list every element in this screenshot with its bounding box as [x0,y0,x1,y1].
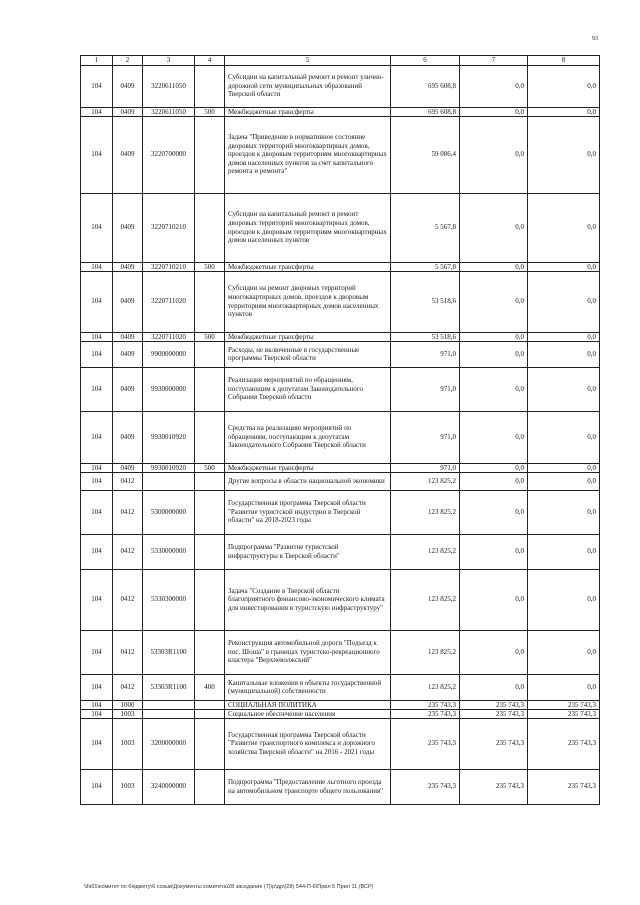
cell-col-8: 0,0 [528,341,600,367]
cell-col-4 [195,367,225,411]
cell-col-1: 104 [81,674,113,700]
cell-col-3: 3220700000 [143,116,195,193]
cell-col-5: СОЦИАЛЬНАЯ ПОЛИТИКА [225,700,391,709]
cell-col-2: 0412 [113,472,143,490]
cell-col-7: 0,0 [460,534,528,569]
cell-col-3 [143,709,195,718]
cell-col-4 [195,700,225,709]
cell-col-8: 235 743,3 [528,769,600,804]
header-cell: 8 [528,56,600,66]
cell-col-6: 53 518,6 [391,271,460,332]
cell-col-6: 971,0 [391,463,460,472]
table-row [81,341,600,367]
cell-col-7: 0,0 [460,262,528,271]
cell-col-7: 0,0 [460,463,528,472]
cell-col-7: 235 743,3 [460,709,528,718]
cell-col-6: 971,0 [391,367,460,411]
cell-col-6: 971,0 [391,411,460,463]
cell-col-4 [195,341,225,367]
cell-col-4 [195,271,225,332]
cell-col-4 [195,116,225,193]
table-row [81,116,600,193]
cell-col-3 [143,700,195,709]
table-body [81,65,600,804]
cell-col-6: 59 086,4 [391,116,460,193]
cell-col-3: 9900000000 [143,341,195,367]
budget-table [80,55,600,805]
cell-col-2: 0412 [113,490,143,534]
cell-col-1: 104 [81,107,113,116]
cell-col-5: Реконструкция автомобильной дороги "Подъезд к пос. Шоша" в границах туристско-рекреационного кластера "Верхневолжский" [225,630,391,674]
cell-col-8: 0,0 [528,569,600,630]
cell-col-3: 5330300000 [143,569,195,630]
cell-col-6: 123 825,2 [391,674,460,700]
cell-col-8: 0,0 [528,193,600,262]
cell-col-6: 971,0 [391,341,460,367]
cell-col-5: Межбюджетные трансферты [225,262,391,271]
cell-col-7: 0,0 [460,674,528,700]
cell-col-5: Реализация мероприятий по обращениям, поступающим к депутатам Законодательного Собрания Тверской области [225,367,391,411]
cell-col-4: 500 [195,107,225,116]
cell-col-5: Подпрограмма "Развитие туристской инфраструктуры в Тверской области" [225,534,391,569]
cell-col-6: 695 608,8 [391,65,460,107]
cell-col-4: 400 [195,674,225,700]
cell-col-6: 123 825,2 [391,490,460,534]
footer-file-path: \\fs01\комитет по бюджету\6 созыв\Документы комитета\28 заседание (7)\р\др\(28) 544-П-6\Прил 5 Прил 11 (ВСР) [84,884,374,890]
cell-col-3: 3200000000 [143,718,195,769]
cell-col-4 [195,709,225,718]
cell-col-2: 0409 [113,463,143,472]
cell-col-7: 0,0 [460,341,528,367]
cell-col-4 [195,193,225,262]
table-row [81,411,600,463]
cell-col-8: 0,0 [528,472,600,490]
table-row [81,718,600,769]
cell-col-8: 0,0 [528,674,600,700]
cell-col-6: 123 825,2 [391,630,460,674]
table-row [81,674,600,700]
cell-col-2: 1003 [113,769,143,804]
cell-col-3: 5330000000 [143,534,195,569]
cell-col-5: Расходы, не включенные в государственные программы Тверской области [225,341,391,367]
cell-col-1: 104 [81,65,113,107]
cell-col-5: Государственная программа Тверской области "Развитие туристской индустрии в Тверской области" на 2018-2023 годы [225,490,391,534]
header-cell: 2 [113,56,143,66]
cell-col-3: 3220710210 [143,262,195,271]
header-cell: 5 [225,56,391,66]
cell-col-8: 235 743,3 [528,700,600,709]
budget-table-container [80,55,599,805]
cell-col-3: 3220711020 [143,332,195,341]
cell-col-1: 104 [81,341,113,367]
cell-col-6: 123 825,2 [391,472,460,490]
cell-col-4 [195,569,225,630]
cell-col-6: 235 743,3 [391,769,460,804]
cell-col-2: 1003 [113,718,143,769]
cell-col-1: 104 [81,367,113,411]
cell-col-5: Подпрограмма "Предоставление льготного проезда на автомобильном транспорте общего пользования" [225,769,391,804]
table-row [81,107,600,116]
cell-col-8: 0,0 [528,411,600,463]
cell-col-1: 104 [81,709,113,718]
cell-col-8: 0,0 [528,65,600,107]
cell-col-8: 0,0 [528,271,600,332]
cell-col-8: 0,0 [528,262,600,271]
cell-col-7: 0,0 [460,472,528,490]
cell-col-5: Средства на реализацию мероприятий по обращениям, поступающим к депутатам Законодательного Собрания Тверской области [225,411,391,463]
cell-col-2: 0412 [113,630,143,674]
header-cell: 6 [391,56,460,66]
cell-col-7: 0,0 [460,411,528,463]
cell-col-5: Субсидии на ремонт дворовых территорий многоквартирных домов, проездов к дворовым территориям многоквартирных домов населенных пунктов [225,271,391,332]
header-cell: 4 [195,56,225,66]
cell-col-5: Задача "Создание в Тверской области благоприятного финансово-экономического климата для инвестирования в туристскую инфраструктуру" [225,569,391,630]
table-row [81,271,600,332]
cell-col-6: 235 743,3 [391,718,460,769]
header-cell: 3 [143,56,195,66]
cell-col-6: 53 518,6 [391,332,460,341]
cell-col-3: 9930000000 [143,367,195,411]
cell-col-5: Субсидии на капитальный ремонт и ремонт дворовых территорий многоквартирных домов, проездов к дворовым территориям многоквартирных домов населенных пунктов [225,193,391,262]
cell-col-4: 500 [195,262,225,271]
cell-col-6: 235 743,3 [391,709,460,718]
cell-col-3: 9930010920 [143,463,195,472]
table-row [81,569,600,630]
cell-col-4 [195,490,225,534]
cell-col-1: 104 [81,769,113,804]
cell-col-7: 0,0 [460,490,528,534]
cell-col-7: 0,0 [460,569,528,630]
cell-col-1: 104 [81,116,113,193]
cell-col-7: 235 743,3 [460,718,528,769]
cell-col-2: 0409 [113,262,143,271]
cell-col-5: Социальное обеспечение населения [225,709,391,718]
cell-col-5: Межбюджетные трансферты [225,107,391,116]
cell-col-7: 0,0 [460,107,528,116]
cell-col-5: Другие вопросы в области национальной экономики [225,472,391,490]
cell-col-3: 3220711020 [143,271,195,332]
cell-col-3 [143,472,195,490]
cell-col-2: 0409 [113,193,143,262]
table-row [81,630,600,674]
cell-col-1: 104 [81,332,113,341]
cell-col-1: 104 [81,490,113,534]
cell-col-7: 0,0 [460,367,528,411]
cell-col-1: 104 [81,193,113,262]
cell-col-1: 104 [81,271,113,332]
cell-col-5: Капитальные вложения в объекты государственной (муниципальной) собственности [225,674,391,700]
cell-col-1: 104 [81,411,113,463]
cell-col-1: 104 [81,463,113,472]
cell-col-1: 104 [81,630,113,674]
cell-col-2: 0409 [113,332,143,341]
table-row [81,490,600,534]
cell-col-4 [195,718,225,769]
cell-col-8: 235 743,3 [528,709,600,718]
cell-col-8: 0,0 [528,630,600,674]
cell-col-7: 235 743,3 [460,769,528,804]
cell-col-1: 104 [81,534,113,569]
page-number: 93 [592,36,598,42]
cell-col-4: 500 [195,463,225,472]
table-row [81,769,600,804]
cell-col-8: 0,0 [528,116,600,193]
cell-col-3: 3220710210 [143,193,195,262]
cell-col-1: 104 [81,569,113,630]
cell-col-3: 3240000000 [143,769,195,804]
table-row [81,332,600,341]
cell-col-7: 0,0 [460,271,528,332]
header-row [81,56,600,66]
cell-col-7: 0,0 [460,630,528,674]
header-cell: 7 [460,56,528,66]
cell-col-7: 235 743,3 [460,700,528,709]
table-row [81,534,600,569]
cell-col-6: 695 608,8 [391,107,460,116]
cell-col-1: 104 [81,700,113,709]
cell-col-8: 235 743,3 [528,718,600,769]
table-row [81,700,600,709]
cell-col-6: 5 567,8 [391,262,460,271]
cell-col-2: 0412 [113,534,143,569]
cell-col-1: 104 [81,262,113,271]
cell-col-4 [195,472,225,490]
cell-col-3: 9930010920 [143,411,195,463]
cell-col-4 [195,534,225,569]
cell-col-3: 53303R1100 [143,630,195,674]
cell-col-8: 0,0 [528,367,600,411]
table-row [81,262,600,271]
cell-col-2: 1000 [113,700,143,709]
cell-col-8: 0,0 [528,490,600,534]
cell-col-3: 5300000000 [143,490,195,534]
cell-col-8: 0,0 [528,534,600,569]
cell-col-5: Задача "Приведение в нормативное состояние дворовых территорий многоквартирных домов, проездов к дворовым территориям многоквартирных домов населенных пунктов за счет капитального ремонта и ремонта" [225,116,391,193]
cell-col-2: 0409 [113,271,143,332]
cell-col-7: 0,0 [460,193,528,262]
cell-col-4 [195,411,225,463]
cell-col-4: 500 [195,332,225,341]
cell-col-5: Государственная программа Тверской области "Развитие транспортного комплекса и дорожного хозяйства Тверской области" на 2016 - 2021 годы [225,718,391,769]
cell-col-5: Межбюджетные трансферты [225,463,391,472]
cell-col-8: 0,0 [528,463,600,472]
cell-col-2: 0412 [113,569,143,630]
cell-col-8: 0,0 [528,107,600,116]
cell-col-3: 3220611050 [143,65,195,107]
cell-col-5: Субсидии на капитальный ремонт и ремонт улично-дорожной сети муниципальных образований Тверской области [225,65,391,107]
table-row [81,709,600,718]
cell-col-5: Межбюджетные трансферты [225,332,391,341]
cell-col-1: 104 [81,472,113,490]
table-row [81,65,600,107]
cell-col-6: 123 825,2 [391,569,460,630]
cell-col-2: 1003 [113,709,143,718]
cell-col-7: 0,0 [460,116,528,193]
cell-col-2: 0409 [113,411,143,463]
header-cell: 1 [81,56,113,66]
cell-col-3: 53303R1100 [143,674,195,700]
cell-col-4 [195,65,225,107]
cell-col-2: 0409 [113,65,143,107]
cell-col-1: 104 [81,718,113,769]
table-row [81,367,600,411]
table-row [81,463,600,472]
cell-col-6: 123 825,2 [391,534,460,569]
cell-col-2: 0409 [113,341,143,367]
cell-col-2: 0409 [113,107,143,116]
cell-col-6: 5 567,8 [391,193,460,262]
cell-col-7: 0,0 [460,332,528,341]
table-row [81,472,600,490]
cell-col-4 [195,630,225,674]
cell-col-2: 0412 [113,674,143,700]
cell-col-8: 0,0 [528,332,600,341]
table-row [81,193,600,262]
cell-col-3: 3220611050 [143,107,195,116]
cell-col-4 [195,769,225,804]
cell-col-2: 0409 [113,116,143,193]
cell-col-7: 0,0 [460,65,528,107]
cell-col-6: 235 743,3 [391,700,460,709]
cell-col-2: 0409 [113,367,143,411]
